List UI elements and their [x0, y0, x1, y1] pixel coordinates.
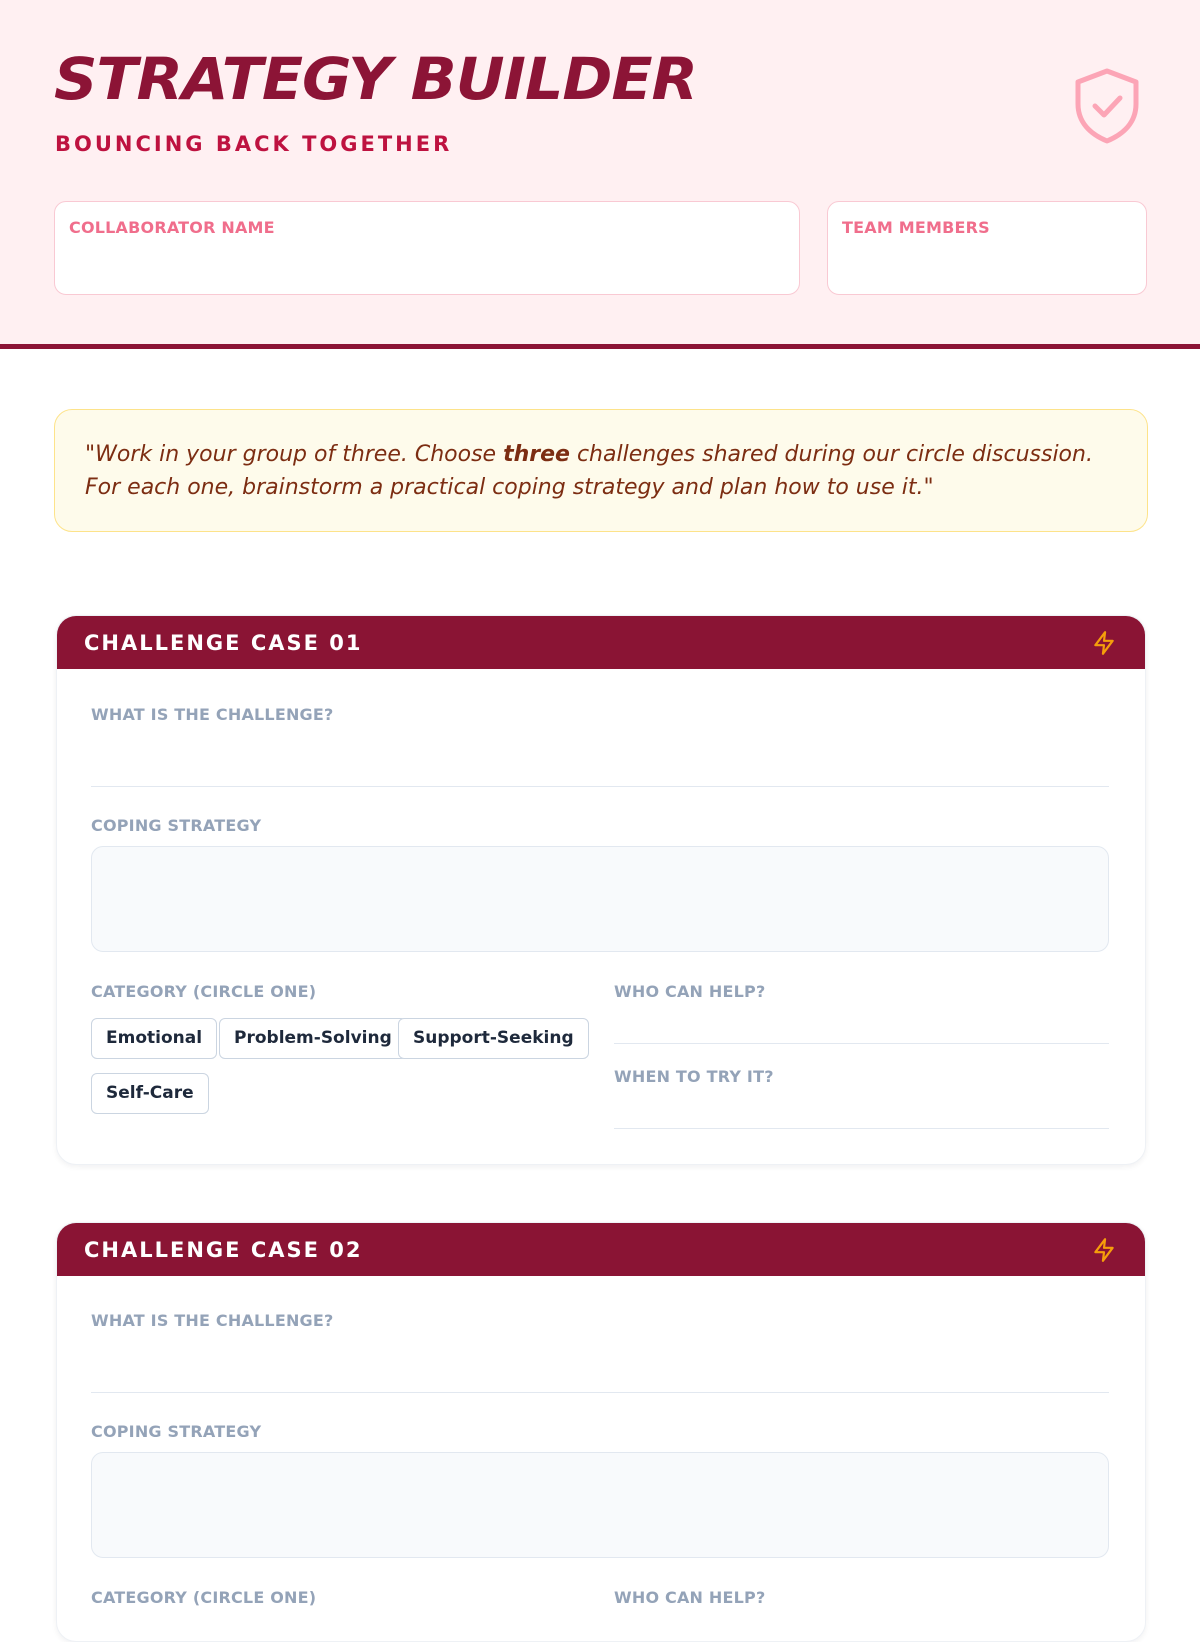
instructions-emphasis: three	[503, 442, 570, 467]
card-header	[57, 1223, 1145, 1276]
team-members-field[interactable]	[827, 201, 1147, 295]
category-chip-support-seeking[interactable]: Support-Seeking	[398, 1018, 589, 1059]
instructions-text-end: challenges shared during our circle discussion. For each one, brainstorm a practical coping strategy and plan how to use it."	[85, 442, 1093, 500]
category-label: CATEGORY (CIRCLE ONE)	[91, 982, 317, 1001]
card-header	[57, 616, 1145, 669]
collaborator-name-label: COLLABORATOR NAME	[69, 218, 275, 237]
when-to-try-label: WHEN TO TRY IT?	[614, 1067, 774, 1086]
challenge-card-1	[56, 615, 1146, 1165]
page-subtitle: BOUNCING BACK TOGETHER	[55, 132, 453, 156]
category-chip-self-care[interactable]: Self-Care	[91, 1073, 209, 1114]
lightning-bolt-icon	[1091, 630, 1117, 656]
challenge-input-line[interactable]	[91, 786, 1109, 787]
coping-strategy-label: COPING STRATEGY	[91, 816, 262, 835]
coping-strategy-input[interactable]	[91, 846, 1109, 952]
who-can-help-label: WHO CAN HELP?	[614, 982, 766, 1001]
coping-strategy-input[interactable]	[91, 1452, 1109, 1558]
page-header	[0, 0, 1200, 349]
when-to-try-input-line[interactable]	[614, 1128, 1109, 1129]
instructions-text: "Work in your group of three. Choose	[85, 442, 504, 467]
shield-check-icon	[1072, 66, 1142, 146]
challenge-input-line[interactable]	[91, 1392, 1109, 1393]
challenge-label: WHAT IS THE CHALLENGE?	[91, 1311, 334, 1330]
collaborator-name-field[interactable]	[54, 201, 800, 295]
team-members-label: TEAM MEMBERS	[842, 218, 990, 237]
who-can-help-input-line[interactable]	[614, 1043, 1109, 1044]
card-title: CHALLENGE CASE 02	[84, 1238, 363, 1262]
category-chip-emotional[interactable]: Emotional	[91, 1018, 217, 1059]
page-title: STRATEGY BUILDER	[54, 45, 697, 113]
coping-strategy-label: COPING STRATEGY	[91, 1422, 262, 1441]
category-chip-problem-solving[interactable]: Problem-Solving	[219, 1018, 407, 1059]
lightning-bolt-icon	[1091, 1237, 1117, 1263]
who-can-help-label: WHO CAN HELP?	[614, 1588, 766, 1607]
instructions-quote	[54, 409, 1148, 532]
challenge-card-2	[56, 1222, 1146, 1642]
card-title: CHALLENGE CASE 01	[84, 631, 363, 655]
category-label: CATEGORY (CIRCLE ONE)	[91, 1588, 317, 1607]
challenge-label: WHAT IS THE CHALLENGE?	[91, 705, 334, 724]
